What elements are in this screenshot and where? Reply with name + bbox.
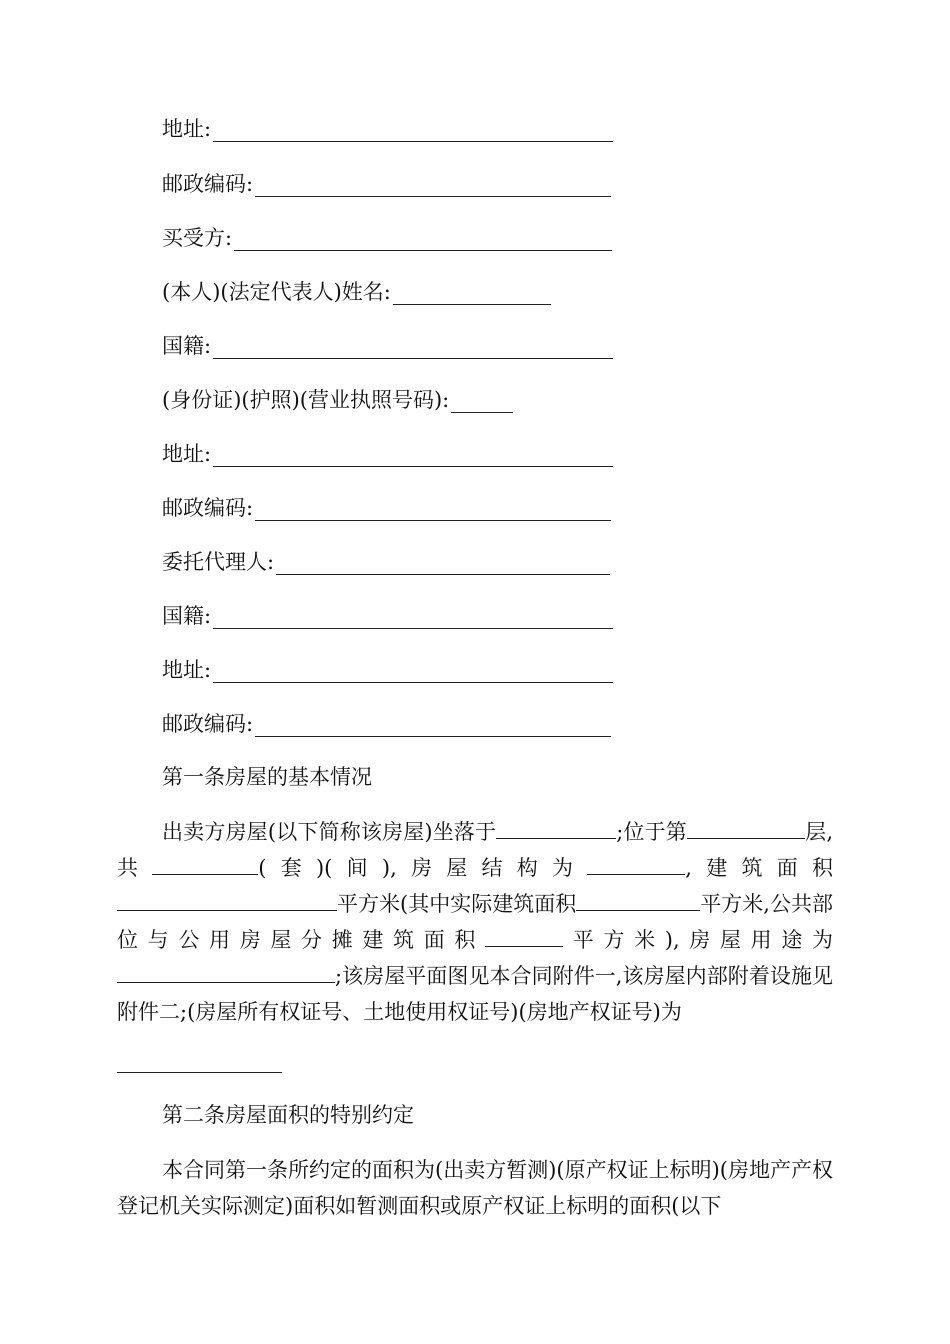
text-segment: (套)(间),房屋结构为 — [258, 856, 588, 880]
address-blank[interactable] — [213, 660, 613, 683]
actual-area-blank[interactable] — [576, 888, 700, 911]
field-label: 地址: — [162, 442, 212, 466]
field-label: 买受方: — [162, 226, 233, 250]
name-field — [162, 273, 551, 305]
text-segment: ,建筑面积 — [685, 856, 834, 880]
field-label: (身份证)(护照)(营业执照号码): — [162, 388, 450, 412]
article-2-title: 第二条房屋面积的特别约定 — [162, 1103, 414, 1127]
name-blank[interactable] — [393, 282, 551, 305]
postal-code-blank[interactable] — [255, 174, 611, 197]
postal-code-blank[interactable] — [255, 498, 611, 521]
field-label: 邮政编码: — [162, 172, 254, 196]
postal-code-field-3 — [162, 705, 611, 737]
text-segment: 平方米,公共部位与公用房屋分摊建筑面积 — [117, 892, 833, 952]
usage-blank[interactable] — [117, 960, 335, 983]
agent-field — [162, 543, 610, 575]
nationality-blank[interactable] — [213, 606, 613, 629]
field-label: 国籍: — [162, 334, 212, 358]
article-2-text: 本合同第一条所约定的面积为(出卖方暂测)(原产权证上标明)(房地产产权登记机关实际测定)面积如暂测面积或原产权证上标明的面积(以下 — [117, 1158, 833, 1218]
address-blank[interactable] — [213, 444, 613, 467]
address-blank[interactable] — [213, 119, 613, 142]
text-segment: 平方米(其中实际建筑面积 — [337, 892, 577, 916]
nationality-field-1 — [162, 327, 613, 359]
field-label: 邮政编码: — [162, 496, 254, 520]
text-segment: 层,共 — [117, 820, 833, 880]
address-field-2 — [162, 435, 613, 467]
postal-code-field-1 — [162, 165, 611, 197]
building-area-blank[interactable] — [117, 888, 337, 911]
certificate-number-blank[interactable] — [117, 1071, 282, 1073]
nationality-blank[interactable] — [213, 336, 613, 359]
postal-code-blank[interactable] — [255, 714, 611, 737]
field-label: 地址: — [162, 117, 212, 141]
field-label: 国籍: — [162, 604, 212, 628]
postal-code-field-2 — [162, 489, 611, 521]
text-segment: 出卖方房屋(以下简称该房屋)坐落于 — [162, 820, 497, 844]
shared-area-blank[interactable] — [485, 924, 563, 947]
id-number-blank[interactable] — [451, 390, 513, 413]
text-segment: ;位于第 — [616, 820, 687, 844]
location-blank[interactable] — [496, 816, 616, 839]
structure-blank[interactable] — [587, 852, 685, 875]
total-floors-blank[interactable] — [152, 852, 258, 875]
buyer-blank[interactable] — [234, 228, 612, 251]
field-label: 邮政编码: — [162, 712, 254, 736]
agent-blank[interactable] — [276, 552, 610, 575]
address-field-1 — [162, 110, 613, 142]
field-label: (本人)(法定代表人)姓名: — [162, 280, 391, 304]
article-1-text — [117, 814, 833, 1030]
text-segment: ;该房屋平面图见本合同附件一,该房屋内部附着设施见附件二;(房屋所有权证号、土地使用权证号)(房地产权证号)为 — [117, 964, 833, 1024]
address-field-3 — [162, 651, 613, 683]
buyer-field — [162, 219, 612, 251]
field-label: 地址: — [162, 658, 212, 682]
article-1-title: 第一条房屋的基本情况 — [162, 765, 372, 789]
floor-blank[interactable] — [687, 816, 805, 839]
field-label: 委托代理人: — [162, 550, 275, 574]
text-segment: 平方米),房屋用途为 — [563, 928, 833, 952]
nationality-field-2 — [162, 597, 613, 629]
id-number-field — [162, 381, 513, 413]
